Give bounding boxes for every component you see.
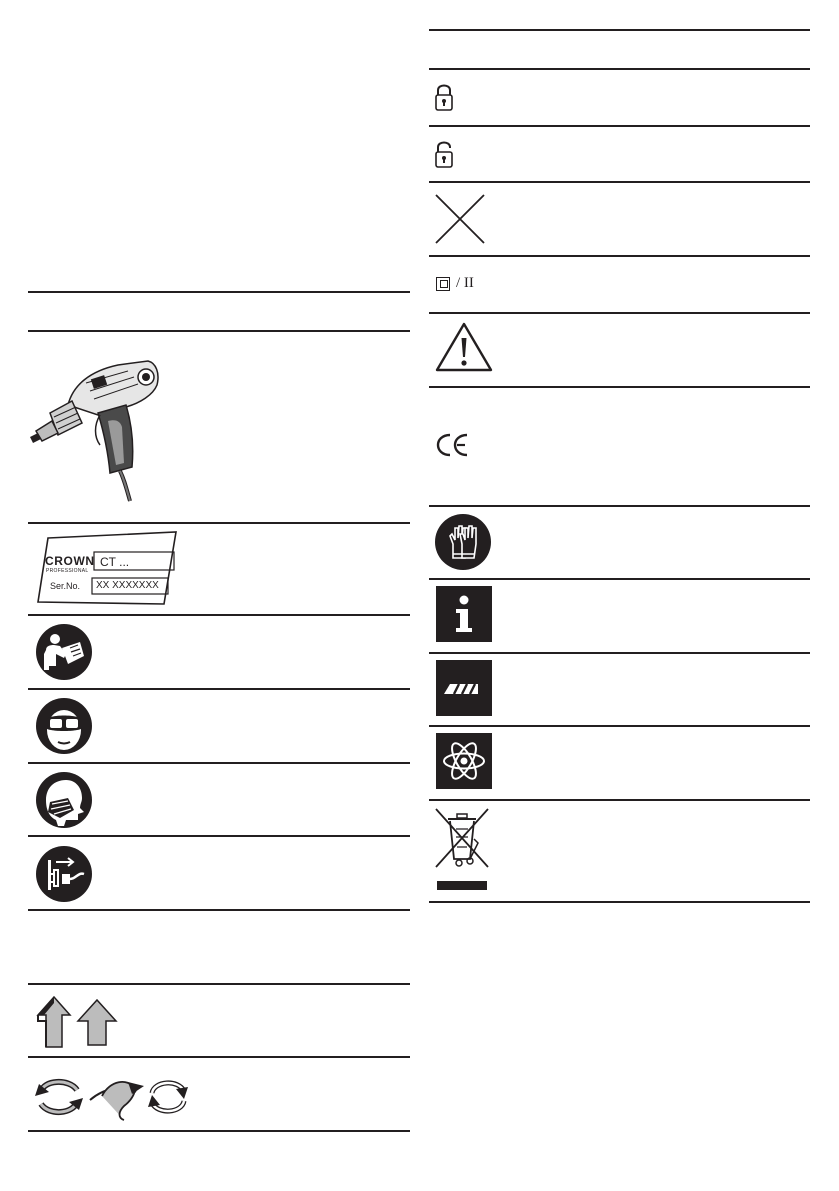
divider [429,386,810,388]
serial-field: XX XXXXXXX [96,580,159,591]
read-manual-icon [36,624,92,680]
double-insulation-icon [436,275,474,292]
divider [28,909,410,911]
divider [429,652,810,654]
arrow-filled-icon [76,997,118,1047]
atom-icon [436,733,492,789]
divider [429,505,810,507]
divider [429,312,810,314]
lock-open-icon [434,139,456,169]
rotation-left-icon [33,1074,85,1120]
divider [429,181,810,183]
divider [429,125,810,127]
divider [28,330,410,332]
battery-icon [436,660,492,716]
power-drill-image [28,355,163,505]
weee-bin-icon [434,807,490,895]
arrow-outline-icon [34,993,74,1049]
brand-sub-logo: PROFESSIONAL [46,568,89,574]
warning-triangle-icon [434,321,494,373]
model-field: CT ... [100,555,130,569]
divider [28,762,410,764]
divider [28,688,410,690]
lock-closed-icon [434,82,454,112]
divider [429,255,810,257]
divider [28,1130,410,1132]
dust-mask-icon [36,772,92,828]
divider [28,1056,410,1058]
divider [28,291,410,293]
unplug-icon [36,846,92,902]
divider [429,901,810,903]
rating-plate-label [36,530,182,606]
divider [429,68,810,70]
divider [28,522,410,524]
ce-mark-icon [436,432,470,458]
divider [28,614,410,616]
divider [429,799,810,801]
divider [429,29,810,31]
insulation-class-text: / II [456,275,474,291]
cross-icon [434,193,486,245]
gloves-icon [435,514,491,570]
divider [429,578,810,580]
rotation-curve-icon [88,1070,146,1122]
safety-goggles-icon [36,698,92,754]
info-icon [436,586,492,642]
double-square-icon [436,277,450,291]
brand-logo: CROWN [45,554,95,568]
divider [28,835,410,837]
divider [28,983,410,985]
rotation-right-icon [146,1075,190,1119]
divider [429,725,810,727]
serial-label: Ser.No. [50,581,81,591]
